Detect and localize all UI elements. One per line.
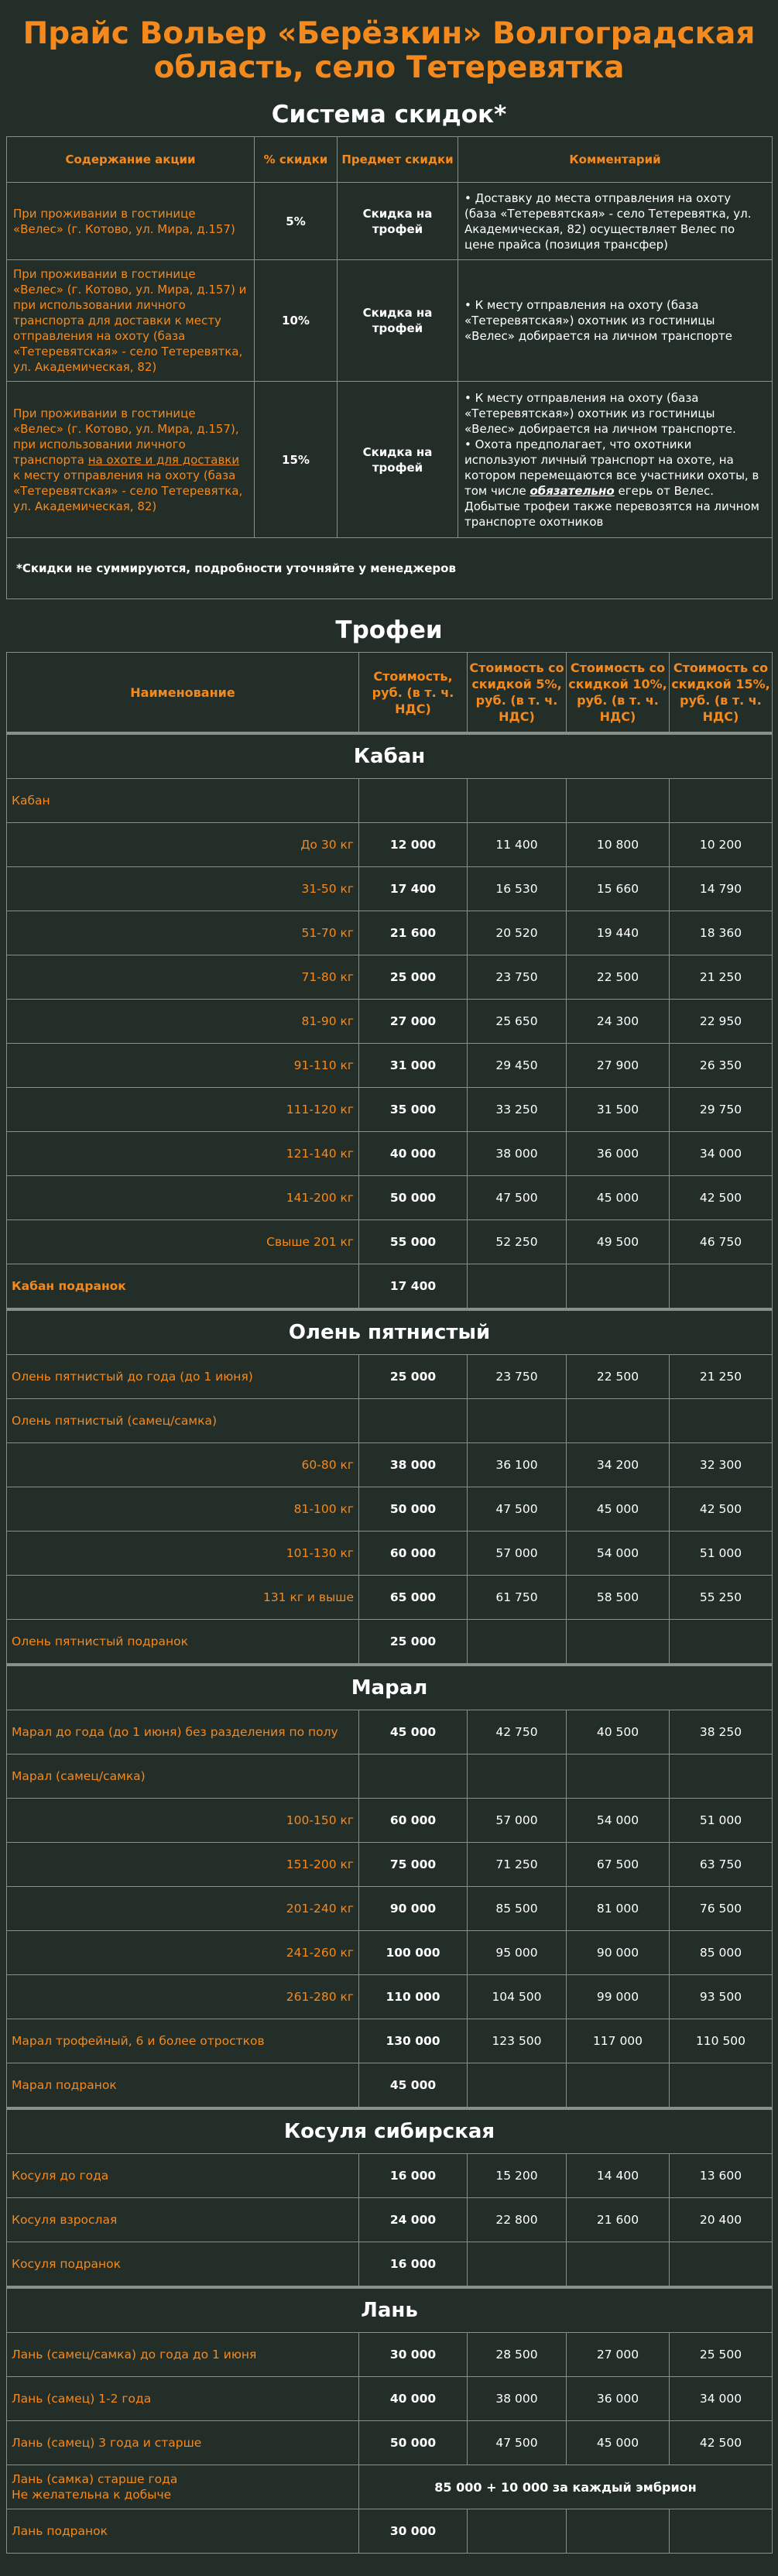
- price-cost: 35 000: [359, 1088, 468, 1132]
- table-row: [7, 1132, 773, 1176]
- price-5: 15 200: [468, 2154, 567, 2198]
- price-15: 13 600: [670, 2154, 773, 2198]
- price-15: 110 500: [670, 2019, 773, 2063]
- trophy-name: 111-120 кг: [7, 1088, 359, 1132]
- price-10: 36 000: [567, 1132, 670, 1176]
- header-comment: Комментарий: [458, 137, 773, 183]
- price-cost: 130 000: [359, 2019, 468, 2063]
- price-5: 61 750: [468, 1576, 567, 1620]
- table-row: [7, 1176, 773, 1220]
- price-10: [567, 2242, 670, 2288]
- table-row: [7, 2421, 773, 2465]
- price-15: 42 500: [670, 1176, 773, 1220]
- table-row: [7, 2333, 773, 2377]
- table-row: [7, 1843, 773, 1887]
- cond-text-a: При проживании в гостинице «Велес» (г. Котово, ул. Мира, д.157), при использовании личного транспорта: [13, 406, 239, 467]
- trophies-table: [6, 652, 773, 2554]
- group-title: Олень пятнистый: [7, 1309, 773, 1355]
- price-10: 36 000: [567, 2377, 670, 2421]
- table-row: [7, 2154, 773, 2198]
- trophy-name: 101-130 кг: [7, 1532, 359, 1576]
- trophy-name: 60-80 кг: [7, 1443, 359, 1487]
- price-cost: 60 000: [359, 1532, 468, 1576]
- price-15: 76 500: [670, 1887, 773, 1931]
- price-5: [468, 2509, 567, 2554]
- price-5: 33 250: [468, 1088, 567, 1132]
- table-row: [7, 867, 773, 911]
- price-5: 16 530: [468, 867, 567, 911]
- trophy-name: Свыше 201 кг: [7, 1220, 359, 1264]
- discount-condition: При проживании в гостинице «Велес» (г. Котово, ул. Мира, д.157) и при использовании личного транспорта для доставки к месту отправления на охоту (база «Тетеревятская» - село Тетеревятка, ул. Академическая, 82): [7, 260, 255, 382]
- price-10: [567, 2063, 670, 2109]
- discount-row: [7, 382, 773, 538]
- group-title: Косуля сибирская: [7, 2108, 773, 2154]
- table-row: [7, 1754, 773, 1799]
- trophies-body: [7, 733, 773, 2554]
- price-10: 10 800: [567, 823, 670, 867]
- trophy-name: 91-110 кг: [7, 1044, 359, 1088]
- price-10: 34 200: [567, 1443, 670, 1487]
- trophy-name: Марал подранок: [7, 2063, 359, 2109]
- discount-row: [7, 183, 773, 260]
- price-15: 93 500: [670, 1975, 773, 2019]
- price-5: [468, 2242, 567, 2288]
- price-5: 52 250: [468, 1220, 567, 1264]
- table-row: [7, 955, 773, 1000]
- discount-percent: 10%: [255, 260, 338, 382]
- price-15: 14 790: [670, 867, 773, 911]
- price-5: 71 250: [468, 1843, 567, 1887]
- price-15: 51 000: [670, 1532, 773, 1576]
- price-cost: [359, 1399, 468, 1443]
- trophy-name: 81-100 кг: [7, 1487, 359, 1532]
- table-row: [7, 1088, 773, 1132]
- table-row: [7, 1931, 773, 1975]
- price-cost: 17 400: [359, 867, 468, 911]
- trophy-name: 141-200 кг: [7, 1176, 359, 1220]
- discounts-table: [6, 136, 773, 599]
- price-10: 21 600: [567, 2198, 670, 2242]
- price-5: 47 500: [468, 2421, 567, 2465]
- table-row: [7, 1975, 773, 2019]
- price-5: 38 000: [468, 1132, 567, 1176]
- price-15: [670, 2242, 773, 2288]
- trophy-price-span: 85 000 + 10 000 за каждый эмбрион: [359, 2465, 773, 2509]
- table-row: [7, 1887, 773, 1931]
- price-cost: 45 000: [359, 2063, 468, 2109]
- discount-percent: 5%: [255, 183, 338, 260]
- table-row: [7, 2019, 773, 2063]
- price-10: 67 500: [567, 1843, 670, 1887]
- table-row: [7, 1044, 773, 1088]
- price-10: 117 000: [567, 2019, 670, 2063]
- header-condition: Содержание акции: [7, 137, 255, 183]
- table-row: [7, 1532, 773, 1576]
- discount-comment: [458, 382, 773, 538]
- price-5: [468, 1399, 567, 1443]
- price-15: [670, 1754, 773, 1799]
- table-row: [7, 823, 773, 867]
- comment-text-b: егерь от Велес. Добытые трофеи также перевозятся на личном транспорте охотников: [464, 483, 759, 529]
- trophy-name: Олень пятнистый (самец/самка): [7, 1399, 359, 1443]
- discount-condition: При проживании в гостинице «Велес» (г. Котово, ул. Мира, д.157): [7, 183, 255, 260]
- price-15: 42 500: [670, 1487, 773, 1532]
- price-10: 45 000: [567, 1176, 670, 1220]
- price-10: 15 660: [567, 867, 670, 911]
- trophy-name: До 30 кг: [7, 823, 359, 867]
- price-5: 29 450: [468, 1044, 567, 1088]
- group-header-row: [7, 1309, 773, 1355]
- price-10: 19 440: [567, 911, 670, 955]
- price-5: 23 750: [468, 1355, 567, 1399]
- price-5: [468, 2063, 567, 2109]
- price-15: [670, 1264, 773, 1310]
- price-10: 49 500: [567, 1220, 670, 1264]
- group-header-row: [7, 733, 773, 779]
- trophy-name: 81-90 кг: [7, 1000, 359, 1044]
- group-header-row: [7, 1665, 773, 1710]
- price-cost: 30 000: [359, 2509, 468, 2554]
- table-row: [7, 2198, 773, 2242]
- price-5: 85 500: [468, 1887, 567, 1931]
- price-10: 58 500: [567, 1576, 670, 1620]
- table-row: [7, 911, 773, 955]
- trophy-name: [7, 2465, 359, 2509]
- price-cost: 16 000: [359, 2154, 468, 2198]
- price-cost: 25 000: [359, 1620, 468, 1665]
- price-cost: 25 000: [359, 1355, 468, 1399]
- price-15: 38 250: [670, 1710, 773, 1754]
- table-row: [7, 1799, 773, 1843]
- price-15: 20 400: [670, 2198, 773, 2242]
- trophy-name: 261-280 кг: [7, 1975, 359, 2019]
- trophy-name: Олень пятнистый подранок: [7, 1620, 359, 1665]
- table-row: [7, 2063, 773, 2109]
- price-5: 11 400: [468, 823, 567, 867]
- table-row: [7, 2377, 773, 2421]
- header-discount-15: Стоимость со скидкой 15%, руб. (в т. ч. НДС): [670, 653, 773, 734]
- table-row: [7, 2509, 773, 2554]
- price-cost: 31 000: [359, 1044, 468, 1088]
- price-10: 24 300: [567, 1000, 670, 1044]
- price-15: 55 250: [670, 1576, 773, 1620]
- comment-line-1: • К месту отправления на охоту (база «Тетеревятская») охотник из гостиницы «Велес» добирается на личном транспорте.: [464, 390, 736, 436]
- table-row: [7, 779, 773, 823]
- price-cost: 100 000: [359, 1931, 468, 1975]
- price-5: [468, 1264, 567, 1310]
- trophy-name: 51-70 кг: [7, 911, 359, 955]
- trophy-name: Лань (самец/самка) до года до 1 июня: [7, 2333, 359, 2377]
- header-discount-5: Стоимость со скидкой 5%, руб. (в т. ч. НДС): [468, 653, 567, 734]
- price-15: 25 500: [670, 2333, 773, 2377]
- discount-row: [7, 260, 773, 382]
- price-cost: 16 000: [359, 2242, 468, 2288]
- price-15: 85 000: [670, 1931, 773, 1975]
- price-10: 54 000: [567, 1532, 670, 1576]
- trophies-heading: Трофеи: [335, 616, 443, 644]
- price-15: 29 750: [670, 1088, 773, 1132]
- price-15: [670, 2063, 773, 2109]
- price-5: 57 000: [468, 1799, 567, 1843]
- price-cost: 50 000: [359, 1176, 468, 1220]
- group-title: Марал: [7, 1665, 773, 1710]
- price-15: 42 500: [670, 2421, 773, 2465]
- table-row: [7, 1355, 773, 1399]
- price-5: 104 500: [468, 1975, 567, 2019]
- header-discount-10: Стоимость со скидкой 10%, руб. (в т. ч. НДС): [567, 653, 670, 734]
- comment-text-a: • Охота предполагает, что охотники используют личный транспорт на охоте, на котором перемещаются все участники охоты, в том числе: [464, 437, 759, 498]
- discount-condition: [7, 382, 255, 538]
- discount-note-row: [7, 538, 773, 599]
- table-row: [7, 1710, 773, 1754]
- trophy-name: 201-240 кг: [7, 1887, 359, 1931]
- price-cost: 110 000: [359, 1975, 468, 2019]
- page-title: Прайс Вольер «Берёзкин» Волгоградская область, село Тетеревятка: [22, 16, 756, 85]
- price-cost: 38 000: [359, 1443, 468, 1487]
- price-cost: 55 000: [359, 1220, 468, 1264]
- price-cost: 24 000: [359, 2198, 468, 2242]
- price-10: 27 900: [567, 1044, 670, 1088]
- price-cost: 40 000: [359, 2377, 468, 2421]
- price-10: [567, 2509, 670, 2554]
- price-15: 51 000: [670, 1799, 773, 1843]
- table-row: [7, 1620, 773, 1665]
- trophy-name: Лань подранок: [7, 2509, 359, 2554]
- cond-text-b: к месту отправления на охоту (база «Тетеревятская» - село Тетеревятка, ул. Академическая, 82): [13, 468, 243, 513]
- trophy-name: Косуля подранок: [7, 2242, 359, 2288]
- price-cost: 45 000: [359, 1710, 468, 1754]
- price-5: [468, 1620, 567, 1665]
- price-5: 38 000: [468, 2377, 567, 2421]
- price-10: [567, 1399, 670, 1443]
- group-title: Кабан: [7, 733, 773, 779]
- trophy-name: 71-80 кг: [7, 955, 359, 1000]
- price-15: 18 360: [670, 911, 773, 955]
- table-row: [7, 2242, 773, 2288]
- discounts-heading: Система скидок*: [271, 101, 507, 129]
- price-10: 45 000: [567, 2421, 670, 2465]
- trophies-header-row: [7, 653, 773, 734]
- trophy-name: 121-140 кг: [7, 1132, 359, 1176]
- discounts-header-row: [7, 137, 773, 183]
- price-10: 31 500: [567, 1088, 670, 1132]
- table-row: [7, 1399, 773, 1443]
- price-cost: 27 000: [359, 1000, 468, 1044]
- trophy-name: Марал трофейный, 6 и более отростков: [7, 2019, 359, 2063]
- price-10: [567, 779, 670, 823]
- price-cost: 25 000: [359, 955, 468, 1000]
- table-row: [7, 1220, 773, 1264]
- trophy-name: 100-150 кг: [7, 1799, 359, 1843]
- price-cost: 30 000: [359, 2333, 468, 2377]
- price-10: 22 500: [567, 955, 670, 1000]
- price-5: 25 650: [468, 1000, 567, 1044]
- trophy-name-line: Лань (самка) старше года: [12, 2472, 178, 2486]
- price-5: 57 000: [468, 1532, 567, 1576]
- price-10: 40 500: [567, 1710, 670, 1754]
- trophy-name: Марал (самец/самка): [7, 1754, 359, 1799]
- price-10: [567, 1264, 670, 1310]
- table-row: [7, 1000, 773, 1044]
- price-15: 26 350: [670, 1044, 773, 1088]
- trophy-name: Олень пятнистый до года (до 1 июня): [7, 1355, 359, 1399]
- price-10: 90 000: [567, 1931, 670, 1975]
- price-15: 21 250: [670, 1355, 773, 1399]
- price-cost: [359, 1754, 468, 1799]
- price-10: 54 000: [567, 1799, 670, 1843]
- price-5: 123 500: [468, 2019, 567, 2063]
- price-10: [567, 1754, 670, 1799]
- price-15: 10 200: [670, 823, 773, 867]
- price-cost: 17 400: [359, 1264, 468, 1310]
- price-15: 22 950: [670, 1000, 773, 1044]
- trophy-name: Косуля до года: [7, 2154, 359, 2198]
- comment-emphasis: обязательно: [530, 483, 615, 498]
- cond-text-underlined: на охоте и для доставки: [87, 452, 240, 467]
- price-15: [670, 1399, 773, 1443]
- price-5: 22 800: [468, 2198, 567, 2242]
- table-row: [7, 1443, 773, 1487]
- trophy-name: 31-50 кг: [7, 867, 359, 911]
- price-15: 21 250: [670, 955, 773, 1000]
- table-row: [7, 2465, 773, 2509]
- table-row: [7, 1264, 773, 1310]
- trophy-name: Марал до года (до 1 июня) без разделения по полу: [7, 1710, 359, 1754]
- price-cost: [359, 779, 468, 823]
- discount-note: *Скидки не суммируются, подробности уточняйте у менеджеров: [7, 538, 773, 599]
- price-15: 34 000: [670, 2377, 773, 2421]
- header-percent: % скидки: [255, 137, 338, 183]
- discount-subject: Скидка на трофей: [338, 260, 458, 382]
- group-header-row: [7, 2108, 773, 2154]
- trophy-name: 241-260 кг: [7, 1931, 359, 1975]
- trophy-name: Кабан подранок: [7, 1264, 359, 1310]
- price-5: 20 520: [468, 911, 567, 955]
- price-5: 28 500: [468, 2333, 567, 2377]
- discount-subject: Скидка на трофей: [338, 183, 458, 260]
- discount-subject: Скидка на трофей: [338, 382, 458, 538]
- price-15: [670, 2509, 773, 2554]
- price-cost: 50 000: [359, 1487, 468, 1532]
- table-row: [7, 1487, 773, 1532]
- price-10: 14 400: [567, 2154, 670, 2198]
- trophy-name: Лань (самец) 3 года и старше: [7, 2421, 359, 2465]
- price-15: 46 750: [670, 1220, 773, 1264]
- price-10: 99 000: [567, 1975, 670, 2019]
- trophy-name: 131 кг и выше: [7, 1576, 359, 1620]
- price-cost: 12 000: [359, 823, 468, 867]
- price-5: 36 100: [468, 1443, 567, 1487]
- price-cost: 40 000: [359, 1132, 468, 1176]
- price-5: 23 750: [468, 955, 567, 1000]
- price-5: [468, 1754, 567, 1799]
- price-cost: 75 000: [359, 1843, 468, 1887]
- price-cost: 50 000: [359, 2421, 468, 2465]
- comment-line-2: [464, 437, 766, 530]
- header-subject: Предмет скидки: [338, 137, 458, 183]
- table-row: [7, 1576, 773, 1620]
- trophy-name: Кабан: [7, 779, 359, 823]
- header-cost: Стоимость, руб. (в т. ч. НДС): [359, 653, 468, 734]
- price-15: [670, 779, 773, 823]
- discount-percent: 15%: [255, 382, 338, 538]
- discount-comment: • К месту отправления на охоту (база «Тетеревятская») охотник из гостиницы «Велес» добирается на личном транспорте: [458, 260, 773, 382]
- price-15: 32 300: [670, 1443, 773, 1487]
- trophy-name-line: Не желательна к добыче: [12, 2488, 172, 2502]
- price-cost: 60 000: [359, 1799, 468, 1843]
- price-15: 63 750: [670, 1843, 773, 1887]
- price-cost: 21 600: [359, 911, 468, 955]
- group-title: Лань: [7, 2287, 773, 2333]
- header-name: Наименование: [7, 653, 359, 734]
- trophy-name: Лань (самец) 1-2 года: [7, 2377, 359, 2421]
- group-header-row: [7, 2287, 773, 2333]
- price-15: [670, 1620, 773, 1665]
- price-10: 81 000: [567, 1887, 670, 1931]
- price-5: [468, 779, 567, 823]
- trophy-name: Косуля взрослая: [7, 2198, 359, 2242]
- discount-comment: • Доставку до места отправления на охоту (база «Тетеревятская» - село Тетеревятка, ул. Академическая, 82) осуществляет Велес по цене прайса (позиция трансфер): [458, 183, 773, 260]
- price-5: 47 500: [468, 1487, 567, 1532]
- price-10: 22 500: [567, 1355, 670, 1399]
- price-cost: 90 000: [359, 1887, 468, 1931]
- price-5: 42 750: [468, 1710, 567, 1754]
- price-15: 34 000: [670, 1132, 773, 1176]
- price-cost: 65 000: [359, 1576, 468, 1620]
- trophy-name: 151-200 кг: [7, 1843, 359, 1887]
- price-10: 45 000: [567, 1487, 670, 1532]
- price-10: 27 000: [567, 2333, 670, 2377]
- price-5: 95 000: [468, 1931, 567, 1975]
- price-10: [567, 1620, 670, 1665]
- price-5: 47 500: [468, 1176, 567, 1220]
